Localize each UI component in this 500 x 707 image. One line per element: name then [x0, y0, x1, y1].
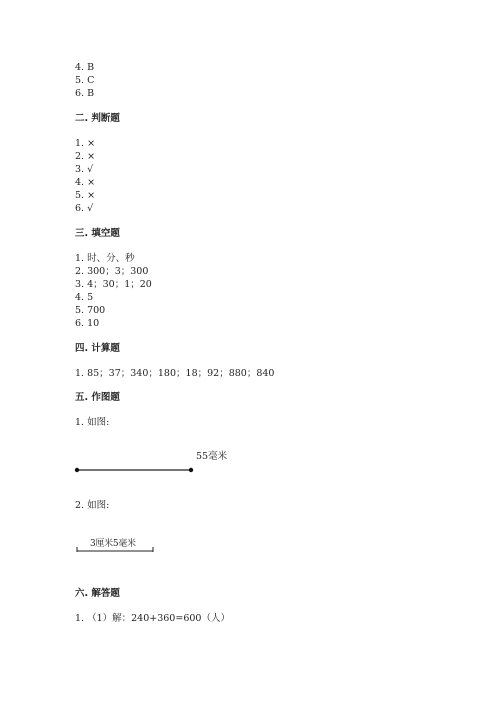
answer-line: 2. ×	[75, 151, 96, 162]
segment-length-label: 3厘米5毫米	[90, 539, 136, 549]
question-label: 2. 如图:	[75, 500, 110, 511]
answer-line: 4. B	[75, 62, 95, 73]
section-heading-word-problems: 六. 解答题	[75, 588, 120, 599]
segment-endpoint	[75, 468, 79, 472]
answer-line: 3. √	[75, 164, 94, 175]
answer-line: 6. B	[75, 88, 95, 99]
line-segment-diagram	[72, 465, 198, 475]
answer-line: 1. 85；37；340；180；18；92；880；840	[75, 368, 275, 379]
section-heading-drawing: 五. 作图题	[75, 392, 120, 403]
answer-line: 6. √	[75, 203, 94, 214]
question-label: 1. 如图:	[75, 417, 110, 428]
segment-length-label: 55毫米	[196, 451, 228, 462]
answer-line: 1. ×	[75, 138, 96, 149]
answer-line: 4. 5	[75, 292, 94, 303]
answer-line: 1. （1）解：240+360=600（人）	[75, 613, 230, 624]
answer-line: 1. 时、分、秒	[75, 253, 135, 264]
answer-line: 5. ×	[75, 190, 96, 201]
section-heading-calculation: 四. 计算题	[75, 343, 120, 354]
segment-endpoint	[189, 468, 193, 472]
answer-line: 4. ×	[75, 177, 96, 188]
answer-line: 6. 10	[75, 318, 100, 329]
answer-line: 3. 4；30；1；20	[75, 279, 152, 290]
answer-line: 5. C	[75, 75, 95, 86]
answer-line: 5. 700	[75, 305, 106, 316]
measured-segment-diagram	[76, 540, 156, 554]
section-heading-judgment: 二. 判断题	[75, 113, 120, 124]
answer-line: 2. 300；3；300	[75, 266, 149, 277]
section-heading-fill-blank: 三. 填空题	[75, 228, 120, 239]
